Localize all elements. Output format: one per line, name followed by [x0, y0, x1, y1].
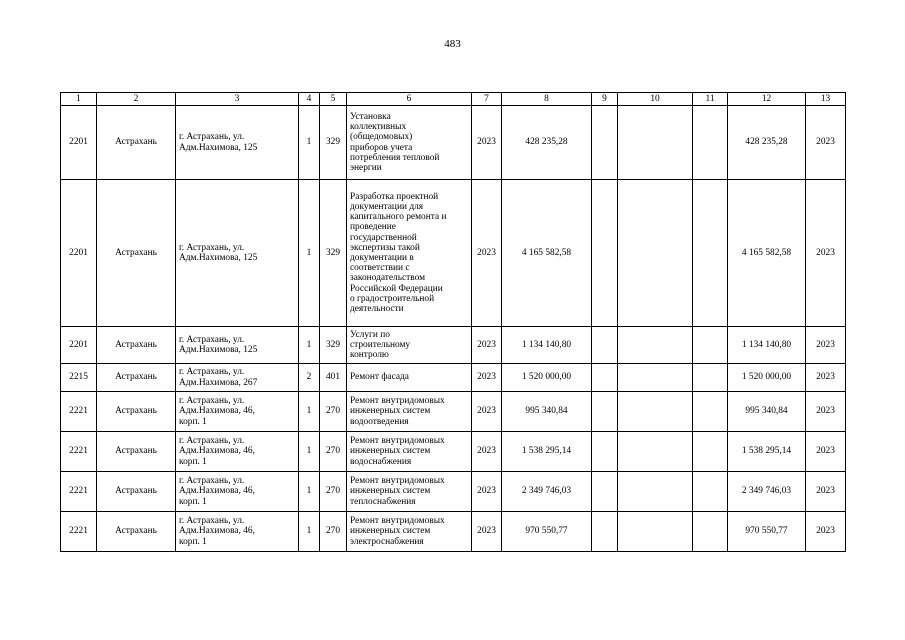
cell-col5: 329: [320, 327, 347, 364]
work-line: коллективных: [350, 122, 407, 133]
cell-col12: 1 134 140,80: [728, 327, 806, 364]
cell-col12: 428 235,28: [728, 106, 806, 180]
work-line: Ремонт внутридомовых: [350, 476, 445, 487]
address-line: г. Астрахань, ул.: [179, 334, 245, 345]
cell-address: [176, 512, 299, 552]
cell-col4: 1: [299, 106, 320, 180]
work-line: деятельности: [350, 304, 404, 315]
cell-col11: [693, 106, 728, 180]
address-line: г. Астрахань, ул.: [179, 242, 245, 253]
cell-code: 2201: [61, 106, 97, 180]
cell-address: [176, 472, 299, 512]
cell-col10: [618, 327, 693, 364]
address-line: Адм.Нахимова, 125: [179, 142, 258, 153]
work-line: документации в: [350, 253, 414, 263]
cell-col9: [592, 106, 618, 180]
cell-col11: [693, 327, 728, 364]
address-line: Адм.Нахимова, 46,: [179, 526, 255, 537]
work-line: Установка: [350, 111, 391, 122]
address-line: Адм.Нахимова, 125: [179, 345, 258, 355]
cell-col9: [592, 392, 618, 432]
work-line: Услуги по: [350, 329, 390, 340]
address-line: корп. 1: [179, 456, 207, 467]
cell-work-type: [347, 106, 472, 180]
table-row: [61, 512, 846, 552]
cell-col10: [618, 392, 693, 432]
cell-col4: 1: [299, 180, 320, 327]
cell-amount: 1 520 000,00: [502, 364, 592, 392]
cell-col12: 4 165 582,58: [728, 180, 806, 327]
work-line: водоотведения: [350, 416, 409, 427]
address-line: корп. 1: [179, 496, 207, 507]
column-header: 12: [728, 93, 806, 106]
cell-col11: [693, 392, 728, 432]
address-line: Адм.Нахимова, 46,: [179, 446, 255, 457]
work-line: документации для: [350, 201, 424, 212]
address-line: Адм.Нахимова, 46,: [179, 406, 255, 417]
work-line: Ремонт внутридомовых: [350, 516, 445, 527]
work-schedule-table: [60, 92, 846, 552]
cell-col5: 270: [320, 512, 347, 552]
cell-city: Астрахань: [97, 392, 176, 432]
work-line: водоснабжения: [350, 456, 412, 467]
cell-col12: 970 550,77: [728, 512, 806, 552]
cell-year: 2023: [472, 327, 502, 364]
table-row: [61, 180, 846, 327]
work-line: инженерных систем: [350, 406, 431, 417]
column-header: 3: [176, 93, 299, 106]
column-header: 4: [299, 93, 320, 106]
cell-amount: 995 340,84: [502, 392, 592, 432]
cell-amount: 428 235,28: [502, 106, 592, 180]
cell-year: 2023: [472, 106, 502, 180]
cell-code: 2215: [61, 364, 97, 392]
cell-col10: [618, 364, 693, 392]
cell-col10: [618, 512, 693, 552]
cell-city: Астрахань: [97, 180, 176, 327]
address-line: г. Астрахань, ул.: [179, 132, 245, 143]
cell-col4: 2: [299, 364, 320, 392]
cell-code: 2221: [61, 472, 97, 512]
work-line: капитального ремонта и: [350, 212, 447, 223]
cell-work-type: [347, 180, 472, 327]
cell-col10: [618, 180, 693, 327]
work-line: инженерных систем: [350, 526, 431, 537]
column-header: 13: [806, 93, 846, 106]
work-line: инженерных систем: [350, 486, 431, 497]
cell-amount: 970 550,77: [502, 512, 592, 552]
table-row: [61, 392, 846, 432]
cell-col11: [693, 472, 728, 512]
work-line: Российской Федерации: [350, 283, 443, 294]
cell-code: 2201: [61, 327, 97, 364]
table-row: [61, 472, 846, 512]
cell-col11: [693, 512, 728, 552]
table-body: [61, 106, 846, 552]
address-line: Адм.Нахимова, 46,: [179, 486, 255, 497]
work-line: потребления тепловой: [350, 152, 440, 163]
work-line: инженерных систем: [350, 446, 431, 457]
cell-year: 2023: [472, 180, 502, 327]
cell-address: [176, 106, 299, 180]
cell-year: 2023: [472, 392, 502, 432]
cell-city: Астрахань: [97, 106, 176, 180]
cell-col5: 329: [320, 180, 347, 327]
work-line: строительному: [350, 339, 411, 350]
cell-work-type: [347, 327, 472, 364]
work-line: Ремонт внутридомовых: [350, 396, 445, 407]
work-line: (общедомовых): [350, 132, 413, 143]
cell-col10: [618, 432, 693, 472]
cell-col4: 1: [299, 327, 320, 364]
cell-col13: 2023: [806, 364, 846, 392]
cell-col12: 2 349 746,03: [728, 472, 806, 512]
column-header: 8: [502, 93, 592, 106]
cell-col9: [592, 327, 618, 364]
cell-col13: 2023: [806, 106, 846, 180]
cell-work-type: [347, 364, 472, 392]
cell-city: Астрахань: [97, 364, 176, 392]
address-line: г. Астрахань, ул.: [179, 516, 245, 527]
cell-col11: [693, 364, 728, 392]
cell-col4: 1: [299, 392, 320, 432]
cell-year: 2023: [472, 472, 502, 512]
cell-city: Астрахань: [97, 512, 176, 552]
address-line: г. Астрахань, ул.: [179, 396, 245, 407]
work-line: о градостроительной: [350, 293, 435, 304]
cell-year: 2023: [472, 432, 502, 472]
table-row: [61, 364, 846, 392]
cell-amount: 2 349 746,03: [502, 472, 592, 512]
cell-col9: [592, 364, 618, 392]
address-line: г. Астрахань, ул.: [179, 367, 245, 378]
cell-city: Астрахань: [97, 432, 176, 472]
column-header: 6: [347, 93, 472, 106]
cell-col9: [592, 512, 618, 552]
address-line: Адм.Нахимова, 125: [179, 253, 258, 263]
cell-city: Астрахань: [97, 327, 176, 364]
cell-amount: 1 134 140,80: [502, 327, 592, 364]
column-header: 1: [61, 93, 97, 106]
work-line: приборов учета: [350, 142, 413, 153]
work-line: Ремонт фасада: [350, 372, 409, 383]
cell-col13: 2023: [806, 512, 846, 552]
table-row: [61, 327, 846, 364]
column-header: 2: [97, 93, 176, 106]
work-line: проведение: [350, 222, 396, 233]
cell-col5: 329: [320, 106, 347, 180]
cell-col5: 401: [320, 364, 347, 392]
cell-code: 2221: [61, 392, 97, 432]
cell-col13: 2023: [806, 180, 846, 327]
cell-year: 2023: [472, 364, 502, 392]
cell-col5: 270: [320, 392, 347, 432]
work-line: государственной: [350, 232, 417, 243]
cell-year: 2023: [472, 512, 502, 552]
cell-col12: 1 520 000,00: [728, 364, 806, 392]
cell-city: Астрахань: [97, 472, 176, 512]
cell-col5: 270: [320, 432, 347, 472]
address-line: г. Астрахань, ул.: [179, 436, 245, 447]
page-number: 483: [444, 38, 461, 50]
cell-address: [176, 364, 299, 392]
cell-amount: 1 538 295,14: [502, 432, 592, 472]
cell-col9: [592, 472, 618, 512]
cell-col12: 1 538 295,14: [728, 432, 806, 472]
cell-col11: [693, 180, 728, 327]
cell-col13: 2023: [806, 432, 846, 472]
column-header: 7: [472, 93, 502, 106]
cell-address: [176, 392, 299, 432]
cell-address: [176, 180, 299, 327]
work-line: Ремонт внутридомовых: [350, 436, 445, 447]
cell-col4: 1: [299, 512, 320, 552]
work-line: теплоснабжения: [350, 496, 416, 507]
cell-work-type: [347, 472, 472, 512]
cell-col11: [693, 432, 728, 472]
cell-work-type: [347, 392, 472, 432]
cell-col13: 2023: [806, 472, 846, 512]
cell-code: 2221: [61, 512, 97, 552]
work-line: соответствии с: [350, 263, 410, 274]
cell-col12: 995 340,84: [728, 392, 806, 432]
address-line: корп. 1: [179, 536, 207, 547]
work-line: Разработка проектной: [350, 191, 439, 202]
cell-col9: [592, 180, 618, 327]
work-line: законодательством: [350, 273, 426, 284]
work-line: контролю: [350, 350, 389, 361]
column-header: 5: [320, 93, 347, 106]
column-header: 11: [693, 93, 728, 106]
cell-col4: 1: [299, 432, 320, 472]
column-header: 9: [592, 93, 618, 106]
table-row: [61, 432, 846, 472]
work-line: электроснабжения: [350, 536, 424, 547]
table-header: [61, 93, 846, 106]
column-header: 10: [618, 93, 693, 106]
cell-amount: 4 165 582,58: [502, 180, 592, 327]
address-line: Адм.Нахимова, 267: [179, 377, 258, 388]
address-line: г. Астрахань, ул.: [179, 476, 245, 487]
cell-address: [176, 432, 299, 472]
address-line: корп. 1: [179, 416, 207, 427]
cell-code: 2201: [61, 180, 97, 327]
cell-col4: 1: [299, 472, 320, 512]
cell-col13: 2023: [806, 327, 846, 364]
column-numbers-row: [61, 93, 846, 106]
cell-work-type: [347, 512, 472, 552]
cell-col5: 270: [320, 472, 347, 512]
cell-col10: [618, 472, 693, 512]
work-line: энергии: [350, 162, 382, 173]
cell-work-type: [347, 432, 472, 472]
work-line: экспертизы такой: [350, 242, 420, 253]
cell-code: 2221: [61, 432, 97, 472]
cell-col9: [592, 432, 618, 472]
cell-col13: 2023: [806, 392, 846, 432]
cell-col10: [618, 106, 693, 180]
cell-address: [176, 327, 299, 364]
table-row: [61, 106, 846, 180]
